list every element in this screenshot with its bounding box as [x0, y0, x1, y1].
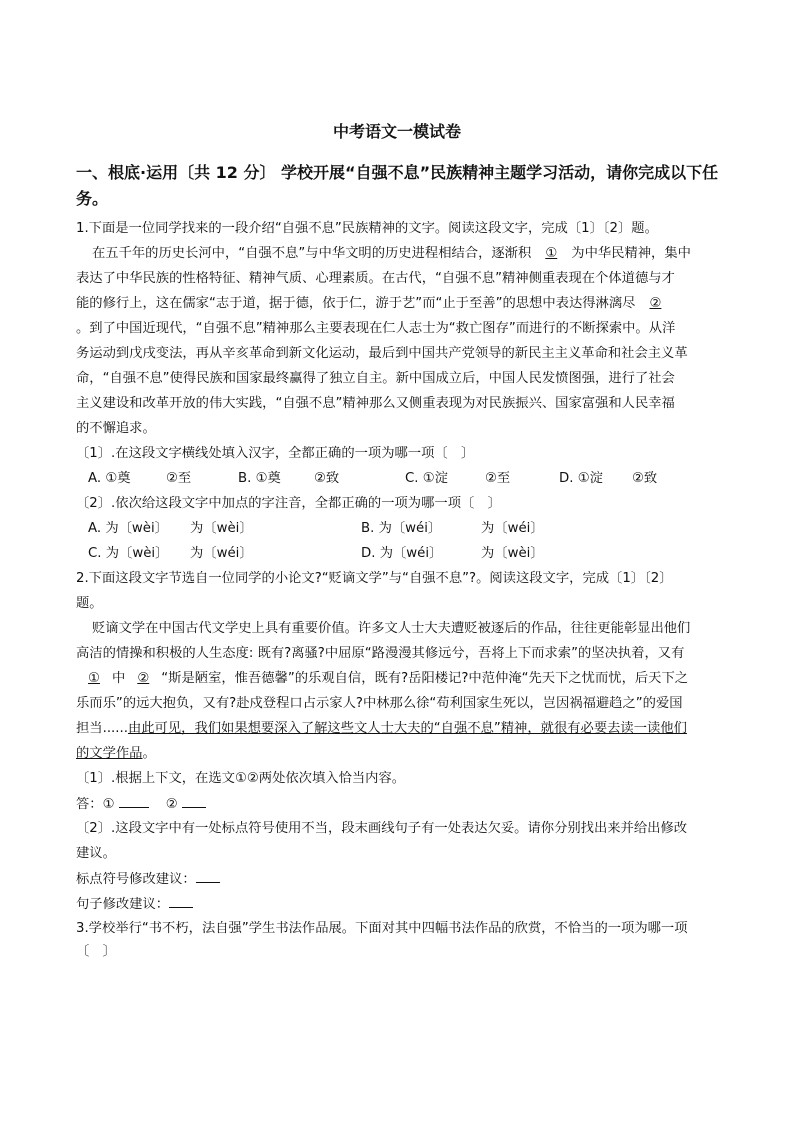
q2-intro-line1: 2.下面这段文字节选自一位同学的小论文?“贬谪文学”与“自强不息”?。阅读这段文字，完成〔1〕〔2〕 — [76, 571, 673, 586]
q1-blank-2: ② — [649, 296, 662, 311]
answer-blank-2[interactable] — [182, 794, 206, 808]
q2-passage-line1: 贬谪文学在中国古代文学史上具有重要价值。许多文人士大夫遭贬被逐后的作品，往往更能彰显出他们 — [92, 621, 691, 636]
option-b-second: 为〔wéi〕 — [481, 521, 544, 536]
q1-passage-line5: 务运动到戊戌变法，再从辛亥革命到新文化运动，最后到中国共产党领导的新民主主义革命和社会主义革 — [76, 346, 688, 361]
option-d-second: 为〔wèi〕 — [481, 546, 544, 561]
q2-passage-line2: 高洁的情操和积极的人生态度: 既有?离骚?中屈原“路漫漫其修远兮，吾将上下而求索”的坚决执着，又有 — [76, 646, 685, 661]
punctuation-suggestion-line: 标点符号修改建议： — [76, 869, 220, 890]
punctuation-answer-blank[interactable] — [196, 869, 220, 883]
option-a[interactable]: A. ①奠 — [88, 471, 131, 486]
q1-sub2-options-row2 — [88, 544, 708, 564]
underlined-sentence-end: 的文学作品 — [76, 746, 143, 761]
sentence-suggestion-line: 句子修改建议： — [76, 894, 193, 915]
q2-passage-line3: ① 中 ② “斯是陋室，惟吾德馨”的乐观自信，既有?岳阳楼记?中范仲淹“先天下之忧而忧，后天下之 — [76, 669, 688, 689]
q2-sub2-question-line1: 〔2〕.这段文字中有一处标点符号使用不当，段末画线句子有一处表达欠妥。请你分别找出来并给出修改 — [76, 821, 688, 836]
option-d[interactable]: D. 为〔wéi〕 — [361, 546, 443, 561]
option-b[interactable]: B. ①奠 — [238, 471, 281, 486]
q1-intro: 1.下面是一位同学找来的一段介绍“自强不息”民族精神的文字。阅读这段文字，完成〔1〕〔2〕题。 — [76, 221, 658, 236]
option-b-second: ②致 — [314, 471, 340, 486]
section-heading-line2: 务。 — [76, 189, 109, 208]
option-c[interactable]: C. 为〔wèi〕 — [88, 546, 169, 561]
q3-line1: 3.学校举行“书不朽，法自强”学生书法作品展。下面对其中四幅书法作品的欣赏，不恰当的一项为哪一项 — [76, 921, 688, 936]
q1-passage-line4: 。到了中国近现代，“自强不息”精神那么主要表现在仁人志士为“救亡图存”而进行的不断探索中。从洋 — [76, 321, 676, 336]
q2-intro-line2: 题。 — [76, 596, 103, 611]
q1-passage-line6: 命，“自强不息”使得民族和国家最终赢得了独立自主。新中国成立后，中国人民发愤图强，进行了社会 — [76, 371, 675, 386]
q1-sub2-question: 〔2〕.依次给这段文字中加点的字注音，全都正确的一项为哪一项〔 〕 — [76, 496, 501, 511]
option-b[interactable]: B. 为〔wéi〕 — [361, 521, 442, 536]
q1-passage-line2: 表达了中华民族的性格特征、精神气质、心理素质。在古代，“自强不息”精神侧重表现在个体道德与才 — [76, 271, 675, 286]
q2-blank-2: ② — [137, 671, 150, 686]
sentence-answer-blank[interactable] — [169, 894, 193, 908]
q1-passage-line8: 的不懈追求。 — [76, 421, 156, 436]
q2-sub1-question: 〔1〕.根据上下文，在选文①②两处依次填入恰当内容。 — [76, 771, 406, 786]
q2-passage-line4: 乐而乐”的远大抱负，又有?赴戍登程口占示家人?中林那么徐“苟利国家生死以，岂因祸福避趋之”的爱国 — [76, 696, 683, 711]
q2-answer-line: 答：① ② — [76, 794, 206, 815]
q2-passage-line5: 担当......由此可见，我们如果想要深入了解这些文人士大夫的“自强不息”精神，就很有必要去读一读他们 — [76, 721, 687, 736]
q2-sub2-question-line2: 建议。 — [76, 846, 116, 861]
section-heading-line1: 一、根底·运用〔共 12 分〕 学校开展“自强不息”民族精神主题学习活动，请你完成以下任 — [76, 163, 719, 182]
q1-passage-line3: 能的修行上，这在儒家“志于道，据于德，依于仁，游于艺”而“止于至善”的思想中表达得淋漓尽 ② — [76, 294, 675, 314]
q1-sub2-options-row1 — [88, 519, 708, 539]
q2-passage-line6: 的文学作品。 — [76, 746, 156, 761]
option-d-second: ②致 — [632, 471, 658, 486]
option-c-second: 为〔wéi〕 — [190, 546, 253, 561]
q1-passage-line7: 主义建设和改革开放的伟大实践，“自强不息”精神那么又侧重表现为对民族振兴、国家富强和人民幸福 — [76, 396, 675, 411]
option-c-second: ②至 — [485, 471, 511, 486]
option-d[interactable]: D. ①淀 — [559, 471, 603, 486]
q3-line2: 〔 〕 — [76, 944, 116, 959]
q1-sub1-options — [88, 469, 708, 489]
q2-blank-1: ① — [88, 671, 100, 686]
option-a-second: 为〔wèi〕 — [190, 521, 253, 536]
page-title: 中考语文一模试卷 — [332, 122, 461, 141]
option-a[interactable]: A. 为〔wèi〕 — [88, 521, 168, 536]
option-a-second: ②至 — [166, 471, 192, 486]
q1-passage-line1: 在五千年的历史长河中，“自强不息”与中华文明的历史进程相结合，逐渐积 ① 为中华民精神，集中 — [92, 244, 691, 264]
q1-blank-1: ① — [545, 246, 558, 261]
underlined-sentence: 由此可见，我们如果想要深入了解这些文人士大夫的“自强不息”精神，就很有必要去读一读他们 — [127, 721, 687, 736]
q1-sub1-question: 〔1〕.在这段文字横线处填入汉字，全都正确的一项为哪一项〔 〕 — [76, 446, 475, 461]
option-c[interactable]: C. ①淀 — [405, 471, 448, 486]
answer-blank-1[interactable] — [119, 794, 149, 808]
